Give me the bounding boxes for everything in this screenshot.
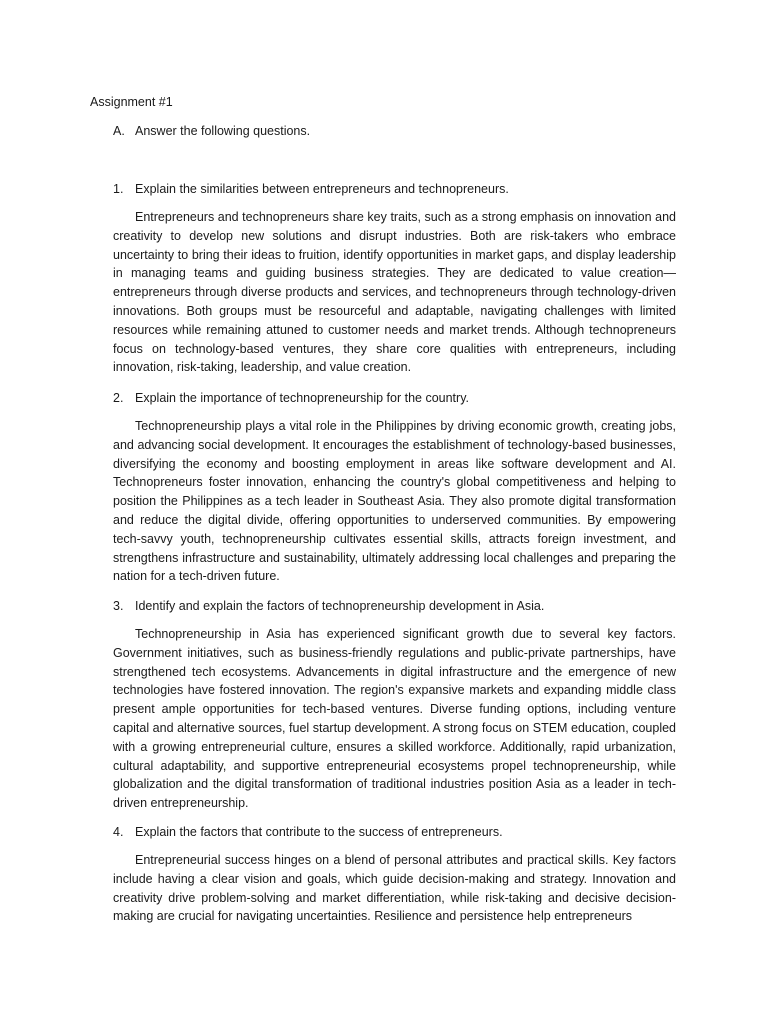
section-label: A. bbox=[113, 124, 125, 138]
question-number: 4. bbox=[113, 825, 124, 839]
section-text: Answer the following questions. bbox=[135, 124, 311, 138]
question-number: 1. bbox=[113, 182, 124, 196]
question-1 bbox=[113, 180, 509, 198]
question-2 bbox=[113, 389, 469, 407]
answer-1: Entrepreneurs and technopreneurs share key traits, such as a strong emphasis on innovation and creativity to develop new solutions and disrupt industries. Both are risk-takers who embrace uncertainty to bring their ideas to fruition, identify opportunities in market gaps, and display leadership in managing teams and guiding business strategies. They are dedicated to value creation—entrepreneurs through diverse products and services, and technopreneurs through technology-driven innovations. Both groups must be resourceful and adaptable, navigating challenges with limited resources while remaining attuned to customer needs and market trends. Although technopreneurs focus on technology-based ventures, they share core qualities with entrepreneurs, including innovation, risk-taking, leadership, and value creation. bbox=[113, 210, 676, 375]
question-text: Explain the similarities between entrepreneurs and technopreneurs. bbox=[135, 182, 509, 196]
question-number: 2. bbox=[113, 391, 124, 405]
question-text: Identify and explain the factors of technopreneurship development in Asia. bbox=[135, 599, 545, 613]
question-3 bbox=[113, 597, 544, 615]
question-number: 3. bbox=[113, 599, 124, 613]
question-text: Explain the importance of technopreneurship for the country. bbox=[135, 391, 469, 405]
question-text: Explain the factors that contribute to the success of entrepreneurs. bbox=[135, 825, 503, 839]
assignment-title: Assignment #1 bbox=[90, 95, 173, 109]
question-4 bbox=[113, 823, 503, 841]
answer-4: Entrepreneurial success hinges on a blend of personal attributes and practical skills. Key factors include having a clear vision and goals, which guide decision-making and strategy. Innovation and creativity drive problem-solving and market differentiation, while risk-taking and decisive decision-making are crucial for navigating uncertainties. Resilience and persistence help entrepreneurs bbox=[113, 853, 676, 924]
section-a-instruction bbox=[113, 122, 310, 140]
answer-3: Technopreneurship in Asia has experienced significant growth due to several key factors. Government initiatives, such as business-friendly regulations and public-private partnerships, have strengthened tech ecosystems. Advancements in digital infrastructure and the emergence of new technologies have fostered innovation. The region's expansive markets and expanding middle class present ample opportunities for tech-based ventures. Diverse funding options, including venture capital and alternative sources, fuel startup development. A strong focus on STEM education, coupled with a growing entrepreneurial culture, ensures a skilled workforce. Additionally, rapid urbanization, cultural adaptability, and supportive entrepreneurial ecosystems propel technopreneurship, while globalization and the digital transformation of traditional industries position Asia as a leader in tech-driven entrepreneurship. bbox=[113, 627, 676, 811]
answer-2: Technopreneurship plays a vital role in the Philippines by driving economic growth, creating jobs, and advancing social development. It encourages the establishment of technology-based businesses, diversifying the economy and boosting employment in areas like software development and AI. Technopreneurs foster innovation, enhancing the country's global competitiveness and helping to position the Philippines as a tech leader in Southeast Asia. They also promote digital transformation and reduce the digital divide, offering opportunities to underserved communities. By empowering tech-savvy youth, technopreneurship cultivates essential skills, attracts foreign investment, and strengthens infrastructure and sustainability, ultimately addressing local challenges and preparing the nation for a tech-driven future. bbox=[113, 419, 676, 584]
